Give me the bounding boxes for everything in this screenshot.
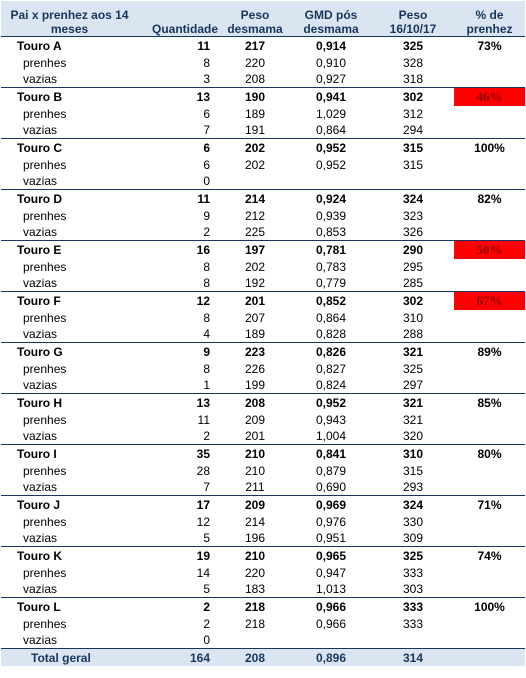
weaning-weight-cell[interactable]: 209 bbox=[220, 496, 290, 515]
quantity-cell[interactable]: 13 bbox=[138, 88, 220, 107]
weaning-weight-cell[interactable]: 223 bbox=[220, 343, 290, 362]
weight-cell[interactable]: 324 bbox=[372, 496, 454, 515]
empty-cell[interactable] bbox=[454, 428, 525, 445]
quantity-cell[interactable]: 19 bbox=[138, 547, 220, 566]
status-name-cell[interactable]: vazias bbox=[23, 327, 58, 341]
weight-cell[interactable]: 333 bbox=[402, 566, 424, 580]
pregnancy-table bbox=[1, 1, 525, 666]
status-name-cell[interactable]: prenhes bbox=[23, 56, 67, 70]
quantity-cell[interactable]: 8 bbox=[203, 276, 210, 290]
gmd-cell[interactable]: 0,826 bbox=[290, 343, 372, 362]
weaning-weight-cell[interactable]: 191 bbox=[244, 123, 266, 137]
weight-cell[interactable]: 315 bbox=[372, 139, 454, 158]
pregnancy-rate-cell[interactable]: 73% bbox=[454, 37, 525, 56]
gmd-cell[interactable]: 1,029 bbox=[315, 107, 347, 121]
status-name-cell[interactable]: prenhes bbox=[23, 311, 67, 325]
table-row-sub[interactable] bbox=[1, 581, 525, 598]
empty-cell[interactable] bbox=[454, 479, 525, 496]
status-name-cell[interactable]: vazias bbox=[23, 429, 58, 443]
table-row-sub[interactable] bbox=[1, 463, 525, 479]
empty-cell[interactable] bbox=[454, 616, 525, 632]
gmd-cell[interactable]: 0,947 bbox=[315, 566, 347, 580]
table-row-sub[interactable] bbox=[1, 275, 525, 292]
weaning-weight-cell[interactable]: 189 bbox=[244, 107, 266, 121]
quantity-cell[interactable]: 6 bbox=[138, 139, 220, 158]
gmd-cell[interactable] bbox=[290, 173, 372, 190]
table-row-sire[interactable] bbox=[1, 496, 525, 515]
status-name-cell[interactable]: vazias bbox=[23, 225, 58, 239]
gmd-cell[interactable]: 0,951 bbox=[315, 531, 347, 545]
weight-cell[interactable]: 333 bbox=[402, 617, 424, 631]
gmd-cell[interactable]: 0,841 bbox=[290, 445, 372, 464]
table-row-sub[interactable] bbox=[1, 71, 525, 88]
weight-cell[interactable]: 325 bbox=[372, 37, 454, 56]
gmd-cell[interactable]: 0,914 bbox=[290, 37, 372, 56]
gmd-cell[interactable]: 0,781 bbox=[290, 241, 372, 260]
weaning-weight-cell[interactable]: 190 bbox=[220, 88, 290, 107]
sire-name-cell[interactable]: Touro K bbox=[1, 547, 138, 566]
weight-cell[interactable]: 328 bbox=[402, 56, 424, 70]
quantity-cell[interactable]: 8 bbox=[203, 362, 210, 376]
gmd-cell[interactable]: 0,864 bbox=[315, 311, 347, 325]
pregnancy-rate-cell[interactable]: 100% bbox=[454, 598, 525, 617]
sire-name-cell[interactable]: Touro C bbox=[1, 139, 138, 158]
header-pregnancy-rate[interactable]: % de prenhez bbox=[454, 1, 525, 37]
gmd-cell[interactable]: 0,952 bbox=[290, 139, 372, 158]
gmd-cell[interactable]: 1,004 bbox=[315, 429, 347, 443]
gmd-cell[interactable]: 0,827 bbox=[315, 362, 347, 376]
header-weaning-weight[interactable]: Peso desmama bbox=[220, 1, 290, 37]
sire-name-cell[interactable]: Touro H bbox=[1, 394, 138, 413]
quantity-cell[interactable]: 5 bbox=[203, 531, 210, 545]
weight-cell[interactable]: 285 bbox=[402, 276, 424, 290]
quantity-cell[interactable]: 12 bbox=[138, 292, 220, 311]
sire-name-cell[interactable]: Touro F bbox=[1, 292, 138, 311]
pregnancy-rate-alert-cell[interactable]: 50% bbox=[454, 241, 525, 260]
weight-cell[interactable]: 321 bbox=[402, 413, 424, 427]
table-row-sire[interactable] bbox=[1, 37, 525, 56]
sire-name-cell[interactable]: Touro J bbox=[1, 496, 138, 515]
weaning-weight-cell[interactable]: 218 bbox=[244, 617, 266, 631]
weight-cell[interactable]: 312 bbox=[402, 107, 424, 121]
gmd-cell[interactable]: 0,824 bbox=[315, 378, 347, 392]
quantity-cell[interactable]: 11 bbox=[138, 190, 220, 209]
table-row-sub[interactable] bbox=[1, 173, 525, 190]
gmd-cell[interactable]: 0,939 bbox=[315, 209, 347, 223]
weight-cell[interactable]: 310 bbox=[402, 311, 424, 325]
weaning-weight-cell[interactable]: 201 bbox=[220, 292, 290, 311]
gmd-cell[interactable]: 0,966 bbox=[290, 598, 372, 617]
weaning-weight-cell[interactable]: 212 bbox=[244, 209, 266, 223]
gmd-cell[interactable]: 0,976 bbox=[315, 515, 347, 529]
table-row-sub[interactable] bbox=[1, 530, 525, 547]
quantity-cell[interactable]: 11 bbox=[138, 37, 220, 56]
quantity-cell[interactable]: 9 bbox=[203, 209, 210, 223]
weaning-weight-cell[interactable]: 202 bbox=[244, 260, 266, 274]
weight-cell[interactable]: 315 bbox=[402, 464, 424, 478]
sire-name-cell[interactable]: Touro I bbox=[1, 445, 138, 464]
status-name-cell[interactable]: prenhes bbox=[23, 260, 67, 274]
table-row-sire[interactable] bbox=[1, 190, 525, 209]
gmd-cell[interactable]: 0,952 bbox=[315, 158, 347, 172]
total-label-cell[interactable]: Total geral bbox=[1, 649, 138, 667]
status-name-cell[interactable]: vazias bbox=[23, 378, 58, 392]
pregnancy-rate-cell[interactable]: 100% bbox=[454, 139, 525, 158]
table-body bbox=[1, 37, 525, 667]
weaning-weight-cell[interactable]: 199 bbox=[244, 378, 266, 392]
weight-cell[interactable]: 323 bbox=[402, 209, 424, 223]
table-row-sub[interactable] bbox=[1, 514, 525, 530]
empty-cell[interactable] bbox=[454, 55, 525, 71]
weight-cell[interactable]: 325 bbox=[372, 547, 454, 566]
status-name-cell[interactable]: vazias bbox=[23, 582, 58, 596]
weaning-weight-cell[interactable]: 202 bbox=[244, 158, 266, 172]
weaning-weight-cell[interactable]: 225 bbox=[244, 225, 266, 239]
table-row-sub[interactable] bbox=[1, 157, 525, 173]
status-name-cell[interactable]: prenhes bbox=[23, 617, 67, 631]
weaning-weight-cell[interactable]: 210 bbox=[220, 445, 290, 464]
gmd-cell[interactable]: 0,864 bbox=[315, 123, 347, 137]
table-row-sub[interactable] bbox=[1, 428, 525, 445]
gmd-cell[interactable]: 0,783 bbox=[315, 260, 347, 274]
table-row-sub[interactable] bbox=[1, 361, 525, 377]
quantity-cell[interactable]: 3 bbox=[203, 72, 210, 86]
table-row-sub[interactable] bbox=[1, 122, 525, 139]
weight-cell[interactable]: 321 bbox=[372, 343, 454, 362]
status-name-cell[interactable]: vazias bbox=[23, 531, 58, 545]
weight-cell[interactable]: 302 bbox=[372, 88, 454, 107]
table-row-sire[interactable] bbox=[1, 241, 525, 260]
status-name-cell[interactable]: prenhes bbox=[23, 515, 67, 529]
weaning-weight-cell[interactable]: 220 bbox=[244, 56, 266, 70]
weaning-weight-cell[interactable]: 208 bbox=[244, 72, 266, 86]
gmd-cell[interactable]: 0,943 bbox=[315, 413, 347, 427]
empty-cell[interactable] bbox=[454, 310, 525, 326]
empty-cell[interactable] bbox=[454, 157, 525, 173]
weaning-weight-cell[interactable]: 197 bbox=[220, 241, 290, 260]
empty-cell[interactable] bbox=[454, 463, 525, 479]
quantity-cell[interactable]: 6 bbox=[203, 158, 210, 172]
status-name-cell[interactable]: vazias bbox=[23, 174, 58, 188]
table-row-sub[interactable] bbox=[1, 632, 525, 649]
weight-cell[interactable] bbox=[372, 632, 454, 649]
table-row-sub[interactable] bbox=[1, 208, 525, 224]
status-name-cell[interactable]: prenhes bbox=[23, 158, 67, 172]
empty-cell[interactable] bbox=[454, 632, 525, 649]
table-row-sire[interactable] bbox=[1, 394, 525, 413]
quantity-cell[interactable]: 11 bbox=[197, 413, 210, 427]
empty-cell[interactable] bbox=[454, 326, 525, 343]
empty-cell[interactable] bbox=[454, 71, 525, 88]
header-weight-date[interactable]: Peso 16/10/17 bbox=[372, 1, 454, 37]
weight-cell[interactable]: 297 bbox=[402, 378, 424, 392]
header-sire[interactable]: Pai x prenhez aos 14 meses bbox=[1, 1, 138, 37]
quantity-cell[interactable]: 17 bbox=[138, 496, 220, 515]
quantity-cell[interactable]: 2 bbox=[203, 429, 210, 443]
quantity-cell[interactable]: 2 bbox=[203, 225, 210, 239]
header-gmd[interactable]: GMD pós desmama bbox=[290, 1, 372, 37]
pregnancy-rate-alert-cell[interactable]: 46% bbox=[454, 88, 525, 107]
quantity-cell[interactable]: 2 bbox=[138, 598, 220, 617]
quantity-cell[interactable]: 12 bbox=[196, 515, 210, 529]
total-quantity-cell[interactable]: 164 bbox=[138, 649, 220, 667]
table-row-sub[interactable] bbox=[1, 412, 525, 428]
sire-name-cell[interactable]: Touro E bbox=[1, 241, 138, 260]
table-row-sub[interactable] bbox=[1, 224, 525, 241]
table-row-sire[interactable] bbox=[1, 343, 525, 362]
empty-cell[interactable] bbox=[454, 530, 525, 547]
weaning-weight-cell[interactable]: 211 bbox=[245, 480, 265, 494]
weaning-weight-cell[interactable] bbox=[220, 632, 290, 649]
weaning-weight-cell[interactable]: 226 bbox=[244, 362, 266, 376]
pregnancy-rate-cell[interactable]: 85% bbox=[454, 394, 525, 413]
quantity-cell[interactable]: 5 bbox=[203, 582, 210, 596]
weaning-weight-cell[interactable]: 217 bbox=[220, 37, 290, 56]
status-name-cell[interactable]: vazias bbox=[23, 480, 58, 494]
total-weight-cell[interactable]: 314 bbox=[372, 649, 454, 667]
weaning-weight-cell[interactable]: 189 bbox=[244, 327, 266, 341]
table-row-sire[interactable] bbox=[1, 547, 525, 566]
pregnancy-rate-cell[interactable]: 71% bbox=[454, 496, 525, 515]
empty-cell[interactable] bbox=[454, 361, 525, 377]
gmd-cell[interactable]: 0,852 bbox=[290, 292, 372, 311]
quantity-cell[interactable]: 0 bbox=[203, 174, 210, 188]
quantity-cell[interactable]: 0 bbox=[203, 633, 210, 647]
gmd-cell[interactable]: 0,969 bbox=[290, 496, 372, 515]
empty-cell[interactable] bbox=[454, 581, 525, 598]
weaning-weight-cell[interactable]: 192 bbox=[244, 276, 266, 290]
table-row-sire[interactable] bbox=[1, 292, 525, 311]
weight-cell[interactable]: 324 bbox=[372, 190, 454, 209]
quantity-cell[interactable]: 8 bbox=[203, 311, 210, 325]
weight-cell[interactable]: 295 bbox=[402, 260, 424, 274]
quantity-cell[interactable]: 35 bbox=[138, 445, 220, 464]
gmd-cell[interactable]: 0,927 bbox=[315, 72, 347, 86]
status-name-cell[interactable]: vazias bbox=[23, 276, 58, 290]
empty-cell[interactable] bbox=[454, 106, 525, 122]
weaning-weight-cell[interactable]: 207 bbox=[244, 311, 266, 325]
weaning-weight-cell[interactable]: 209 bbox=[244, 413, 266, 427]
gmd-cell[interactable]: 0,828 bbox=[315, 327, 347, 341]
weight-cell[interactable] bbox=[372, 173, 454, 190]
sire-name-cell[interactable]: Touro A bbox=[1, 37, 138, 56]
empty-cell[interactable] bbox=[454, 122, 525, 139]
weight-cell[interactable]: 333 bbox=[372, 598, 454, 617]
status-name-cell[interactable]: prenhes bbox=[23, 464, 67, 478]
status-name-cell[interactable]: prenhes bbox=[23, 362, 67, 376]
gmd-cell[interactable]: 0,924 bbox=[290, 190, 372, 209]
status-name-cell[interactable]: prenhes bbox=[23, 413, 67, 427]
weight-cell[interactable]: 320 bbox=[402, 429, 424, 443]
gmd-cell[interactable]: 0,879 bbox=[315, 464, 347, 478]
gmd-cell[interactable]: 0,965 bbox=[290, 547, 372, 566]
weight-cell[interactable]: 326 bbox=[402, 225, 424, 239]
gmd-cell[interactable]: 0,779 bbox=[315, 276, 347, 290]
sire-name-cell[interactable]: Touro B bbox=[1, 88, 138, 107]
table-row-sub[interactable] bbox=[1, 377, 525, 394]
empty-cell[interactable] bbox=[454, 224, 525, 241]
pregnancy-rate-cell[interactable]: 82% bbox=[454, 190, 525, 209]
status-name-cell[interactable]: vazias bbox=[23, 72, 58, 86]
quantity-cell[interactable]: 8 bbox=[203, 56, 210, 70]
spreadsheet-view bbox=[0, 1, 526, 678]
empty-cell[interactable] bbox=[454, 377, 525, 394]
pregnancy-rate-cell[interactable]: 80% bbox=[454, 445, 525, 464]
quantity-cell[interactable]: 13 bbox=[138, 394, 220, 413]
quantity-cell[interactable]: 4 bbox=[203, 327, 210, 341]
pregnancy-rate-alert-cell[interactable]: 67% bbox=[454, 292, 525, 311]
quantity-cell[interactable]: 16 bbox=[138, 241, 220, 260]
empty-cell[interactable] bbox=[454, 173, 525, 190]
table-row-sire[interactable] bbox=[1, 445, 525, 464]
header-row bbox=[1, 1, 525, 37]
weight-cell[interactable]: 318 bbox=[402, 72, 424, 86]
table-row-sub[interactable] bbox=[1, 55, 525, 71]
sire-name-cell[interactable]: Touro L bbox=[1, 598, 138, 617]
weaning-weight-cell[interactable]: 210 bbox=[244, 464, 266, 478]
weight-cell[interactable]: 321 bbox=[372, 394, 454, 413]
sire-name-cell[interactable]: Touro D bbox=[1, 190, 138, 209]
quantity-cell[interactable]: 7 bbox=[203, 123, 210, 137]
total-pregnancy-rate-cell[interactable] bbox=[454, 649, 525, 667]
weight-cell[interactable]: 309 bbox=[402, 531, 424, 545]
weight-cell[interactable]: 290 bbox=[372, 241, 454, 260]
weaning-weight-cell[interactable]: 208 bbox=[220, 394, 290, 413]
pregnancy-rate-cell[interactable]: 89% bbox=[454, 343, 525, 362]
weight-cell[interactable]: 302 bbox=[372, 292, 454, 311]
status-name-cell[interactable]: vazias bbox=[23, 123, 58, 137]
quantity-cell[interactable]: 2 bbox=[203, 617, 210, 631]
empty-cell[interactable] bbox=[454, 275, 525, 292]
table-row-sub[interactable] bbox=[1, 479, 525, 496]
weaning-weight-cell[interactable] bbox=[220, 173, 290, 190]
status-name-cell[interactable]: prenhes bbox=[23, 566, 67, 580]
weaning-weight-cell[interactable]: 218 bbox=[220, 598, 290, 617]
status-name-cell[interactable]: prenhes bbox=[23, 209, 67, 223]
gmd-cell[interactable]: 0,952 bbox=[290, 394, 372, 413]
gmd-cell[interactable]: 0,853 bbox=[315, 225, 347, 239]
weight-cell[interactable]: 310 bbox=[372, 445, 454, 464]
pregnancy-rate-cell[interactable]: 74% bbox=[454, 547, 525, 566]
weaning-weight-cell[interactable]: 201 bbox=[244, 429, 266, 443]
quantity-cell[interactable]: 14 bbox=[196, 566, 210, 580]
gmd-cell[interactable]: 0,966 bbox=[315, 617, 347, 631]
quantity-cell[interactable]: 6 bbox=[203, 107, 210, 121]
weight-cell[interactable]: 325 bbox=[402, 362, 424, 376]
total-gmd-cell[interactable]: 0,896 bbox=[290, 649, 372, 667]
weaning-weight-cell[interactable]: 214 bbox=[220, 190, 290, 209]
weight-cell[interactable]: 294 bbox=[402, 123, 424, 137]
quantity-cell[interactable]: 9 bbox=[138, 343, 220, 362]
quantity-cell[interactable]: 1 bbox=[203, 378, 210, 392]
table-row-sub[interactable] bbox=[1, 565, 525, 581]
gmd-cell[interactable]: 0,910 bbox=[315, 56, 347, 70]
quantity-cell[interactable]: 8 bbox=[203, 260, 210, 274]
table-row-sub[interactable] bbox=[1, 259, 525, 275]
weaning-weight-cell[interactable]: 183 bbox=[244, 582, 266, 596]
weaning-weight-cell[interactable]: 214 bbox=[244, 515, 266, 529]
gmd-cell[interactable] bbox=[290, 632, 372, 649]
table-row-sub[interactable] bbox=[1, 326, 525, 343]
gmd-cell[interactable]: 1,013 bbox=[315, 582, 347, 596]
weight-cell[interactable]: 288 bbox=[402, 327, 424, 341]
table-row-sire[interactable] bbox=[1, 88, 525, 107]
weaning-weight-cell[interactable]: 196 bbox=[244, 531, 266, 545]
table-row-sire[interactable] bbox=[1, 598, 525, 617]
total-weaning-weight-cell[interactable]: 208 bbox=[220, 649, 290, 667]
gmd-cell[interactable]: 0,690 bbox=[315, 480, 347, 494]
header-quantity[interactable]: Quantidade bbox=[138, 1, 220, 37]
weight-cell[interactable]: 315 bbox=[402, 158, 424, 172]
weight-cell[interactable]: 293 bbox=[402, 480, 424, 494]
quantity-cell[interactable]: 7 bbox=[203, 480, 210, 494]
weaning-weight-cell[interactable]: 220 bbox=[244, 566, 266, 580]
table-row-sire[interactable] bbox=[1, 139, 525, 158]
empty-cell[interactable] bbox=[454, 514, 525, 530]
weaning-weight-cell[interactable]: 202 bbox=[220, 139, 290, 158]
empty-cell[interactable] bbox=[454, 565, 525, 581]
table-row-sub[interactable] bbox=[1, 616, 525, 632]
status-name-cell[interactable]: prenhes bbox=[23, 107, 67, 121]
quantity-cell[interactable]: 28 bbox=[196, 464, 210, 478]
gmd-cell[interactable]: 0,941 bbox=[290, 88, 372, 107]
table-row-sub[interactable] bbox=[1, 310, 525, 326]
weight-cell[interactable]: 330 bbox=[402, 515, 424, 529]
empty-cell[interactable] bbox=[454, 259, 525, 275]
empty-cell[interactable] bbox=[454, 412, 525, 428]
empty-cell[interactable] bbox=[454, 208, 525, 224]
sire-name-cell[interactable]: Touro G bbox=[1, 343, 138, 362]
weaning-weight-cell[interactable]: 210 bbox=[220, 547, 290, 566]
table-row-total[interactable] bbox=[1, 649, 525, 667]
weight-cell[interactable]: 303 bbox=[402, 582, 424, 596]
table-row-sub[interactable] bbox=[1, 106, 525, 122]
status-name-cell[interactable]: vazias bbox=[23, 633, 58, 647]
